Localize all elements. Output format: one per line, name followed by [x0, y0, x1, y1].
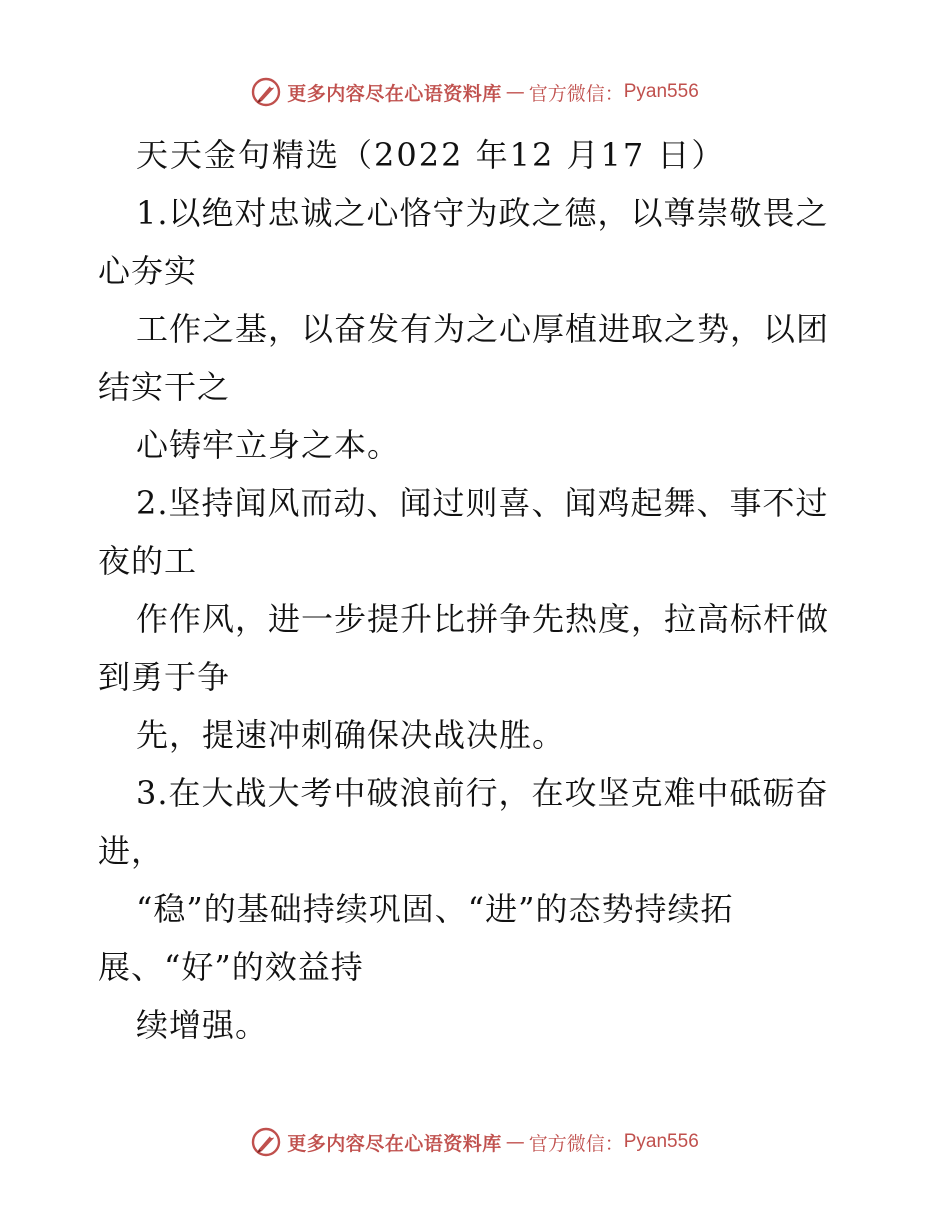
header-brand-text: 更多内容尽在心语资料库	[287, 82, 502, 105]
document-body	[98, 126, 858, 1054]
footer-wechat-label: 官方微信：	[528, 1132, 624, 1155]
document-title: 天天金句精选（2022 年12 月17 日）	[136, 136, 726, 174]
text-line: 夜的工	[98, 542, 198, 580]
text-line: 2.坚持闻风而动、闻过则喜、闻鸡起舞、事不过	[136, 484, 829, 522]
text-line: 工作之基，以奋发有为之心厚植进取之势，以团	[136, 310, 830, 348]
quill-pen-seal-icon	[251, 1127, 281, 1157]
text-line: “稳”的基础持续巩固、“进”的态势持续拓	[136, 890, 734, 928]
text-line: 1.以绝对忠诚之心恪守为政之德，以尊崇敬畏之	[136, 194, 829, 232]
text-line: 先，提速冲刺确保决战决胜。	[136, 716, 566, 754]
text-line: 续增强。	[136, 1006, 269, 1044]
text-line: 进，	[98, 832, 165, 870]
footer-banner[interactable]	[0, 1122, 950, 1162]
text-line: 心铸牢立身之本。	[136, 426, 401, 464]
text-line: 心夯实	[98, 252, 198, 290]
footer-dash: —	[505, 1131, 525, 1153]
text-line: 作作风，进一步提升比拼争先热度，拉高标杆做	[136, 600, 830, 638]
footer-wechat-id[interactable]: Pyan556	[623, 1131, 699, 1152]
text-line: 结实干之	[98, 368, 231, 406]
header-banner[interactable]	[0, 72, 950, 112]
text-line: 展、“好”的效益持	[98, 948, 364, 986]
text-line: 到勇于争	[98, 658, 231, 696]
header-dash: —	[505, 81, 525, 103]
footer-brand-text: 更多内容尽在心语资料库	[287, 1132, 502, 1155]
header-wechat-label: 官方微信：	[528, 82, 624, 105]
document-lines	[98, 184, 858, 1054]
quill-pen-seal-icon	[251, 77, 281, 107]
text-line: 3.在大战大考中破浪前行，在攻坚克难中砥砺奋	[136, 774, 829, 812]
header-wechat-id[interactable]: Pyan556	[623, 81, 699, 102]
